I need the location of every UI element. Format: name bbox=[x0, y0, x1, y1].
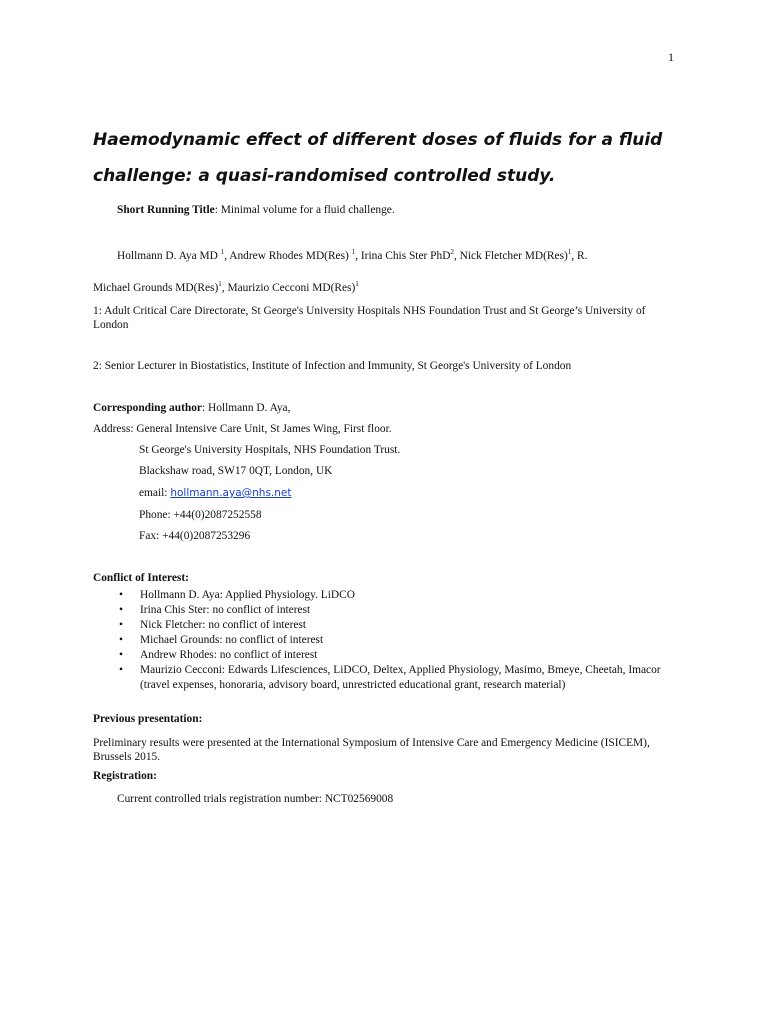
list-item: • Irina Chis Ster: no conflict of interest bbox=[140, 603, 680, 618]
corresponding-author bbox=[93, 402, 290, 414]
corresponding-author-name: : Hollmann D. Aya, bbox=[201, 402, 291, 414]
registration-heading: Registration: bbox=[93, 770, 157, 782]
conflict-list bbox=[140, 588, 680, 693]
author-fletcher-affil: 1 bbox=[567, 248, 572, 256]
list-item: • Michael Grounds: no conflict of interest bbox=[140, 633, 680, 648]
list-item: • Andrew Rhodes: no conflict of interest bbox=[140, 648, 680, 663]
author-chis-ster: , Irina Chis Ster PhD bbox=[355, 250, 451, 262]
email-link[interactable]: hollmann.aya@nhs.net bbox=[170, 487, 292, 499]
title-line-1: Haemodynamic effect of different doses of fluids for a fluid bbox=[93, 130, 663, 150]
registration-text: Current controlled trials registration number: NCT02569008 bbox=[117, 793, 394, 805]
running-title-label: Short Running Title bbox=[117, 204, 215, 216]
address-line-1: Address: General Intensive Care Unit, St James Wing, First floor. bbox=[93, 423, 392, 435]
phone-line: Phone: +44(0)2087252558 bbox=[139, 509, 262, 521]
page-number: 1 bbox=[668, 50, 674, 64]
author-aya-affil: 1 bbox=[220, 248, 225, 256]
list-item: • Nick Fletcher: no conflict of interest bbox=[140, 618, 680, 633]
previous-presentation-text: Preliminary results were presented at the International Symposium of Intensive Care and Emergency Medicine (ISICEM), Brussels 2015. bbox=[93, 737, 650, 763]
previous-presentation-heading: Previous presentation: bbox=[93, 713, 203, 725]
author-chis-ster-affil: 2 bbox=[450, 248, 454, 256]
address-line-2: St George's University Hospitals, NHS Foundation Trust. bbox=[139, 444, 401, 456]
author-grounds: Michael Grounds MD(Res) bbox=[93, 282, 219, 294]
author-fletcher: , Nick Fletcher MD(Res) bbox=[453, 250, 568, 262]
address-line-3: Blackshaw road, SW17 0QT, London, UK bbox=[139, 465, 333, 477]
affiliation-1: 1: Adult Critical Care Directorate, St George's University Hospitals NHS Foundation Trust and St George’s University of London bbox=[93, 305, 646, 331]
title-line-2: challenge: a quasi-randomised controlled study. bbox=[93, 166, 556, 186]
author-cecconi: , Maurizio Cecconi MD(Res) bbox=[221, 282, 356, 294]
running-title-text: : Minimal volume for a fluid challenge. bbox=[214, 204, 395, 216]
list-item: • Hollmann D. Aya: Applied Physiology. LiDCO bbox=[140, 588, 680, 603]
author-cecconi-affil: 1 bbox=[355, 280, 359, 288]
author-rhodes-affil: 1 bbox=[351, 248, 356, 256]
conflict-heading: Conflict of Interest: bbox=[93, 572, 189, 584]
running-title bbox=[117, 204, 395, 216]
email-line bbox=[139, 487, 291, 499]
fax-line: Fax: +44(0)2087253296 bbox=[139, 530, 251, 542]
author-rhodes: , Andrew Rhodes MD(Res) bbox=[224, 250, 352, 262]
author-line-1 bbox=[93, 238, 673, 270]
affiliation-2: 2: Senior Lecturer in Biostatistics, Institute of Infection and Immunity, St George's University of London bbox=[93, 360, 572, 372]
author-line-2 bbox=[93, 270, 673, 302]
corresponding-author-label: Corresponding author bbox=[93, 402, 202, 414]
list-item: • Maurizio Cecconi: Edwards Lifesciences, LiDCO, Deltex, Applied Physiology, Masimo, Bmeye, Cheetah, Imacor (travel expenses, honoraria, advisory board, unrestricted educational grant, research material) bbox=[140, 663, 680, 693]
author-grounds-start: , R. bbox=[571, 250, 588, 262]
author-list bbox=[93, 238, 673, 302]
email-label: email: bbox=[139, 487, 171, 499]
author-aya: Hollmann D. Aya MD bbox=[117, 250, 221, 262]
author-grounds-affil: 1 bbox=[218, 280, 222, 288]
paper-title bbox=[93, 122, 693, 194]
